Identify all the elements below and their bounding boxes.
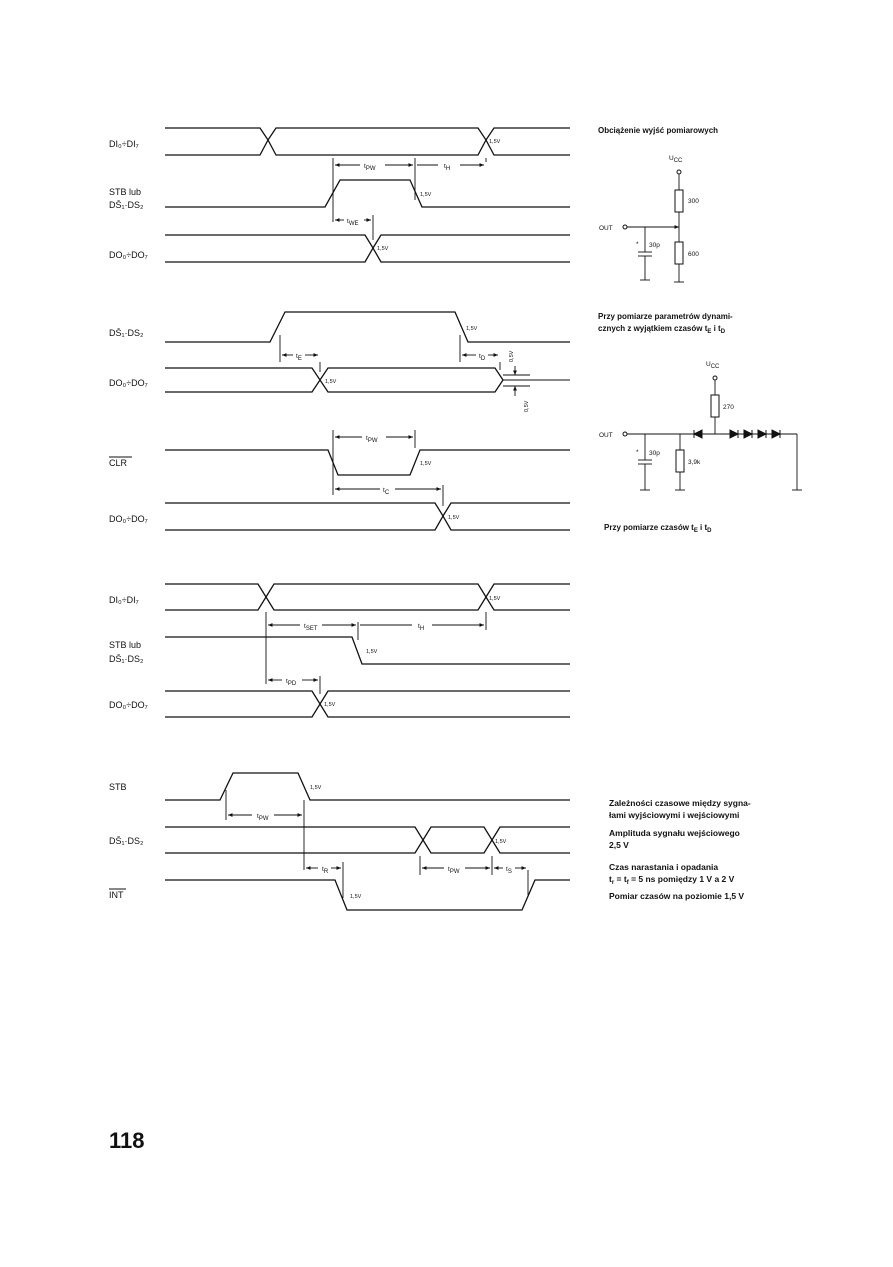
signal-label-stb: STB — [109, 782, 127, 792]
timing-guide-lines — [333, 158, 486, 240]
v05-label: 0,5V — [509, 350, 515, 362]
waveform-clr — [165, 450, 570, 475]
waveform-do-top — [165, 503, 570, 516]
note-line: 2,5 V — [609, 840, 629, 850]
resistor-3k9 — [676, 450, 684, 472]
level-label: 1,5V — [489, 596, 501, 602]
resistor-600 — [675, 242, 683, 264]
tpw-label: tPW — [257, 813, 269, 822]
diode-3 — [744, 430, 752, 438]
signal-label-do: DO₀÷DO₇ — [109, 378, 148, 388]
page-number: 118 — [109, 1128, 145, 1153]
waveform-do-bottom — [165, 516, 570, 530]
note-line: Pomiar czasów na poziomie 1,5 V — [609, 891, 745, 901]
level-label: 1,5V — [325, 379, 337, 385]
td-label: tD — [479, 353, 486, 362]
circuit2-vcc: UCC — [706, 361, 720, 370]
timing-block-2 — [109, 312, 570, 412]
signal-label-di: DI₀÷DI₇ — [109, 139, 139, 149]
level-label: 1,5V — [420, 461, 432, 467]
resistor-300-label: 300 — [688, 198, 699, 205]
waveform-di-bottom — [165, 140, 570, 155]
capacitor-label: 30p — [649, 242, 660, 249]
load-circuit-2 — [598, 312, 802, 534]
capacitor-label: 30p — [649, 450, 660, 457]
level-label: 1,5V — [420, 192, 432, 198]
signal-label-do: DO₀÷DO₇ — [109, 700, 148, 710]
diode-5 — [772, 430, 780, 438]
diode-1 — [694, 430, 702, 438]
signal-label-clr: CLR — [109, 458, 128, 468]
waveform-di-top — [165, 128, 570, 140]
resistor-270-label: 270 — [723, 404, 734, 411]
waveform-stb — [165, 180, 570, 207]
timing-block-1 — [109, 128, 570, 262]
level-label: 1,5V — [350, 894, 362, 900]
signal-label-stb-lub: STB lub — [109, 640, 142, 650]
note-line: Amplituda sygnału wejściowego — [609, 828, 740, 838]
tpw-label: tPW — [366, 435, 378, 444]
waveform-do-top — [165, 235, 570, 248]
signal-label-do: DO₀÷DO₇ — [109, 250, 148, 260]
circuit2-title-line1: Przy pomiarze parametrów dynami- — [598, 312, 733, 321]
diode-2 — [730, 430, 738, 438]
note-line: łami wyjściowymi i wejściowymi — [609, 810, 740, 820]
note-line: $t_r = t_f = 5$ ns pomiędzy 1 V a 2 V — [609, 874, 735, 886]
signal-label-int: INT — [109, 890, 124, 900]
level-label: 1,5V — [495, 839, 507, 845]
tpw-label: tPW — [448, 866, 460, 875]
tc-label: tC — [383, 487, 390, 496]
waveform-int — [165, 880, 570, 910]
capacitor-star: * — [636, 449, 639, 456]
level-label: 1,5V — [310, 785, 322, 791]
v05-label: 0,5V — [524, 400, 530, 412]
waveform-do-threestate — [503, 375, 570, 386]
waveform-ds-top — [165, 827, 570, 840]
level-label: 1,5V — [366, 649, 378, 655]
resistor-300 — [675, 190, 683, 212]
tr-label: tR — [322, 866, 329, 875]
circuit1-out: OUT — [599, 225, 613, 232]
circuit2-caption: Przy pomiarze czasów $t_E$ i $t_D$ — [604, 523, 712, 534]
te-label: tE — [296, 353, 302, 362]
note-line: Czas narastania i opadania — [609, 862, 719, 872]
waveform-do-top — [165, 691, 570, 704]
tpd-label: tPD — [286, 678, 297, 687]
waveform-ds-bottom — [165, 840, 570, 853]
level-label: 1,5V — [466, 326, 478, 332]
note-line: Zależności czasowe między sygna- — [609, 798, 751, 808]
timing-block-5 — [109, 773, 570, 910]
tset-label: tSET — [304, 623, 318, 632]
load-circuit-1 — [598, 126, 718, 282]
signal-label-ds: DS̄₁·DS₂ — [109, 328, 144, 338]
circuit1-title: Obciążenie wyjść pomiarowych — [598, 126, 719, 135]
capacitor-star: * — [636, 241, 639, 248]
vcc-terminal — [713, 376, 717, 380]
timing-block-3 — [109, 430, 570, 530]
vcc-terminal — [677, 170, 681, 174]
signal-label-stb-lub: STB lub — [109, 187, 142, 197]
waveform-di-bottom — [165, 597, 570, 610]
resistor-270 — [711, 395, 719, 417]
out-terminal — [623, 225, 627, 229]
waveform-do-bottom — [165, 248, 570, 262]
waveform-di-top — [165, 584, 570, 597]
level-label: 1,5V — [448, 515, 460, 521]
twe-label: tWE — [347, 218, 359, 227]
diode-4 — [758, 430, 766, 438]
out-terminal — [623, 432, 627, 436]
th-label: tH — [444, 163, 451, 172]
level-label: 1,5V — [489, 139, 501, 145]
tpw-label: tPW — [364, 163, 376, 172]
th-label: tH — [418, 623, 425, 632]
signal-label-ds: DS̄₁·DS₂ — [109, 200, 144, 210]
signal-label-di: DI₀÷DI₇ — [109, 595, 139, 605]
timing-notes — [609, 798, 751, 901]
resistor-600-label: 600 — [688, 251, 699, 258]
timing-block-4 — [109, 584, 570, 717]
level-label: 1,5V — [324, 702, 336, 708]
circuit2-title-line2: cznych z wyjątkiem czasów $t_E$ i $t_D$ — [598, 324, 726, 335]
circuit2-out: OUT — [599, 432, 613, 439]
signal-label-do: DO₀÷DO₇ — [109, 514, 148, 524]
waveform-ds — [165, 312, 570, 342]
ts-label: tS — [506, 866, 512, 875]
signal-label-ds: DS̄₁·DS₂ — [109, 654, 144, 664]
timing-guide-lines — [226, 790, 528, 898]
waveform-do-bottom — [165, 704, 570, 717]
resistor-3k9-label: 3,9k — [688, 459, 701, 466]
signal-label-ds: DS̄₁·DS₂ — [109, 836, 144, 846]
level-label: 1,5V — [377, 246, 389, 252]
circuit1-vcc: UCC — [669, 155, 683, 164]
